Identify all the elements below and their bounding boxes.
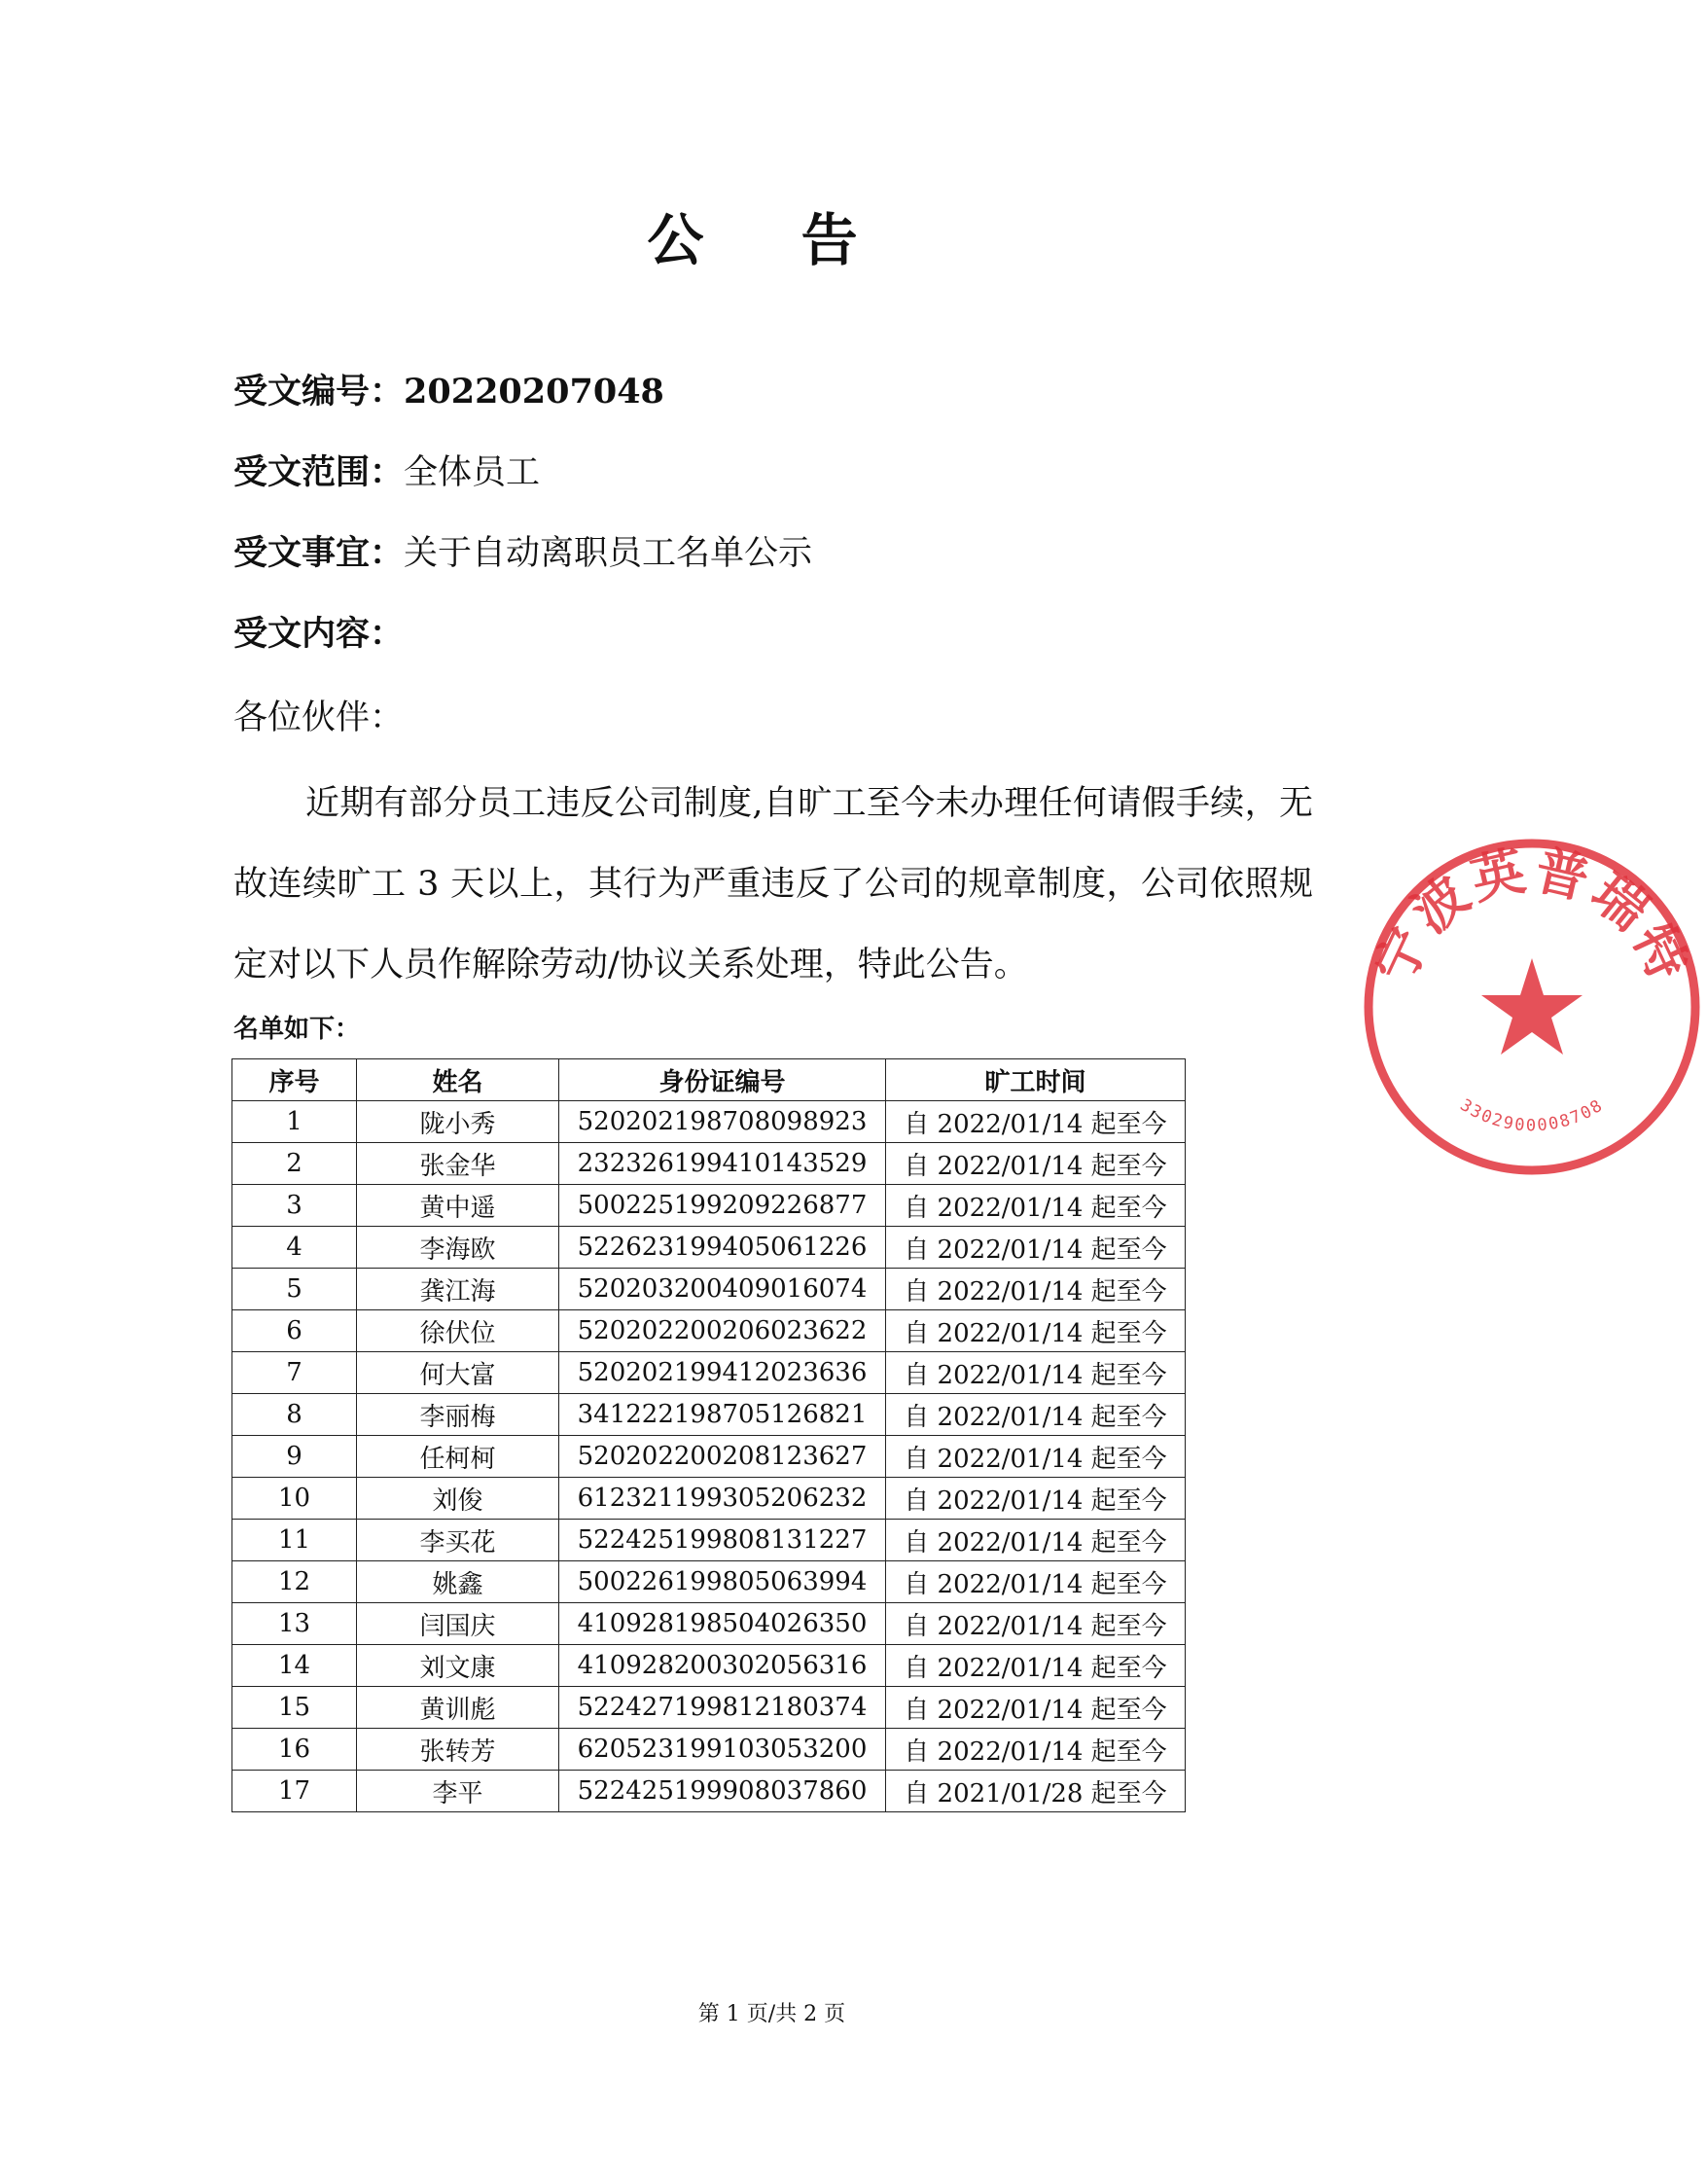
table-row xyxy=(232,1561,1186,1603)
scope-row xyxy=(233,446,540,494)
roster-table xyxy=(231,1058,1186,1812)
row-name: 闫国庆 xyxy=(357,1603,559,1645)
table-row xyxy=(232,1269,1186,1310)
row-id-number: 520202200206023622 xyxy=(559,1310,886,1352)
row-name: 张金华 xyxy=(357,1143,559,1185)
greeting: 各位伙伴： xyxy=(233,698,405,737)
row-index: 13 xyxy=(232,1603,357,1645)
table-row xyxy=(232,1352,1186,1394)
row-index: 1 xyxy=(232,1101,357,1143)
scope-value: 全体员工 xyxy=(404,453,541,492)
row-absence-time: 自 2022/01/14 起至今 xyxy=(886,1185,1186,1227)
row-id-number: 522623199405061226 xyxy=(559,1227,886,1269)
header-id-number: 身份证编号 xyxy=(559,1059,886,1101)
row-index: 7 xyxy=(232,1352,357,1394)
row-name: 黄训彪 xyxy=(357,1687,559,1729)
row-name: 黄中遥 xyxy=(357,1185,559,1227)
row-absence-time: 自 2022/01/14 起至今 xyxy=(886,1478,1186,1520)
roster-body xyxy=(232,1101,1186,1812)
row-index: 2 xyxy=(232,1143,357,1185)
row-index: 3 xyxy=(232,1185,357,1227)
row-id-number: 520203200409016074 xyxy=(559,1269,886,1310)
row-absence-time: 自 2022/01/14 起至今 xyxy=(886,1436,1186,1478)
row-absence-time: 自 2022/01/14 起至今 xyxy=(886,1561,1186,1603)
row-id-number: 410928200302056316 xyxy=(559,1645,886,1687)
row-name: 李丽梅 xyxy=(357,1394,559,1436)
row-id-number: 410928198504026350 xyxy=(559,1603,886,1645)
row-id-number: 520202199412023636 xyxy=(559,1352,886,1394)
row-id-number: 620523199103053200 xyxy=(559,1729,886,1771)
row-absence-time: 自 2022/01/14 起至今 xyxy=(886,1227,1186,1269)
row-name: 任柯柯 xyxy=(357,1436,559,1478)
row-id-number: 520202198708098923 xyxy=(559,1101,886,1143)
row-id-number: 522427199812180374 xyxy=(559,1687,886,1729)
row-absence-time: 自 2022/01/14 起至今 xyxy=(886,1645,1186,1687)
row-name: 徐伏位 xyxy=(357,1310,559,1352)
row-absence-time: 自 2022/01/14 起至今 xyxy=(886,1729,1186,1771)
row-absence-time: 自 2021/01/28 起至今 xyxy=(886,1771,1186,1812)
row-absence-time: 自 2022/01/14 起至今 xyxy=(886,1101,1186,1143)
row-index: 14 xyxy=(232,1645,357,1687)
page-footer: 第 1 页/共 2 页 xyxy=(697,2002,846,2026)
row-index: 8 xyxy=(232,1394,357,1436)
row-name: 何大富 xyxy=(357,1352,559,1394)
row-id-number: 341222198705126821 xyxy=(559,1394,886,1436)
row-name: 姚鑫 xyxy=(357,1561,559,1603)
header-absence-time: 旷工时间 xyxy=(886,1059,1186,1101)
row-name: 刘文康 xyxy=(357,1645,559,1687)
row-absence-time: 自 2022/01/14 起至今 xyxy=(886,1143,1186,1185)
content-label: 受文内容： xyxy=(233,614,405,654)
table-row xyxy=(232,1143,1186,1185)
row-index: 5 xyxy=(232,1269,357,1310)
doc-number-label: 受文编号： xyxy=(233,372,405,412)
row-absence-time: 自 2022/01/14 起至今 xyxy=(886,1687,1186,1729)
content-row xyxy=(233,607,404,656)
scope-label: 受文范围： xyxy=(233,452,405,492)
row-index: 15 xyxy=(232,1687,357,1729)
table-row xyxy=(232,1394,1186,1436)
row-name: 李买花 xyxy=(357,1520,559,1561)
row-id-number: 500225199209226877 xyxy=(559,1185,886,1227)
row-absence-time: 自 2022/01/14 起至今 xyxy=(886,1394,1186,1436)
row-index: 9 xyxy=(232,1436,357,1478)
row-absence-time: 自 2022/01/14 起至今 xyxy=(886,1310,1186,1352)
table-row xyxy=(232,1310,1186,1352)
row-index: 4 xyxy=(232,1227,357,1269)
row-name: 张转芳 xyxy=(357,1729,559,1771)
row-index: 10 xyxy=(232,1478,357,1520)
table-row xyxy=(232,1436,1186,1478)
row-name: 龚江海 xyxy=(357,1269,559,1310)
seal-text: 宁波英普瑞特 xyxy=(1363,839,1701,993)
table-header-row xyxy=(232,1059,1186,1101)
row-index: 12 xyxy=(232,1561,357,1603)
doc-number-row xyxy=(233,365,664,413)
table-row xyxy=(232,1520,1186,1561)
body-paragraph: 近期有部分员工违反公司制度,自旷工至今未办理任何请假手续，无故连续旷工 3 天以上，其行为严重违反了公司的规章制度，公司依照规定对以下人员作解除劳动/协议关系处理，特此公告。 xyxy=(233,784,1313,985)
table-row xyxy=(232,1729,1186,1771)
table-row xyxy=(232,1603,1186,1645)
row-absence-time: 自 2022/01/14 起至今 xyxy=(886,1603,1186,1645)
seal-number: 3302900008708 xyxy=(1456,1095,1608,1136)
table-row xyxy=(232,1227,1186,1269)
row-name: 李海欧 xyxy=(357,1227,559,1269)
row-absence-time: 自 2022/01/14 起至今 xyxy=(886,1352,1186,1394)
table-row xyxy=(232,1185,1186,1227)
row-id-number: 522425199908037860 xyxy=(559,1771,886,1812)
row-id-number: 500226199805063994 xyxy=(559,1561,886,1603)
subject-label: 受文事宜： xyxy=(233,533,405,573)
row-index: 11 xyxy=(232,1520,357,1561)
row-absence-time: 自 2022/01/14 起至今 xyxy=(886,1269,1186,1310)
table-row xyxy=(232,1101,1186,1143)
row-index: 16 xyxy=(232,1729,357,1771)
seal-star-icon xyxy=(1481,958,1583,1055)
row-id-number: 522425199808131227 xyxy=(559,1520,886,1561)
page-title: 公 告 xyxy=(647,207,897,273)
subject-value: 关于自动离职员工名单公示 xyxy=(404,534,813,573)
header-index: 序号 xyxy=(232,1059,357,1101)
table-row xyxy=(232,1645,1186,1687)
table-row xyxy=(232,1771,1186,1812)
table-row xyxy=(232,1478,1186,1520)
row-index: 17 xyxy=(232,1771,357,1812)
row-id-number: 232326199410143529 xyxy=(559,1143,886,1185)
table-row xyxy=(232,1687,1186,1729)
row-name: 陇小秀 xyxy=(357,1101,559,1143)
row-absence-time: 自 2022/01/14 起至今 xyxy=(886,1520,1186,1561)
doc-number-value: 20220207048 xyxy=(404,372,664,412)
row-id-number: 520202200208123627 xyxy=(559,1436,886,1478)
row-name: 李平 xyxy=(357,1771,559,1812)
row-name: 刘俊 xyxy=(357,1478,559,1520)
subject-row xyxy=(233,526,812,575)
company-seal xyxy=(1357,832,1707,1182)
row-index: 6 xyxy=(232,1310,357,1352)
header-name: 姓名 xyxy=(357,1059,559,1101)
row-id-number: 612321199305206232 xyxy=(559,1478,886,1520)
list-heading: 名单如下： xyxy=(233,1015,361,1044)
